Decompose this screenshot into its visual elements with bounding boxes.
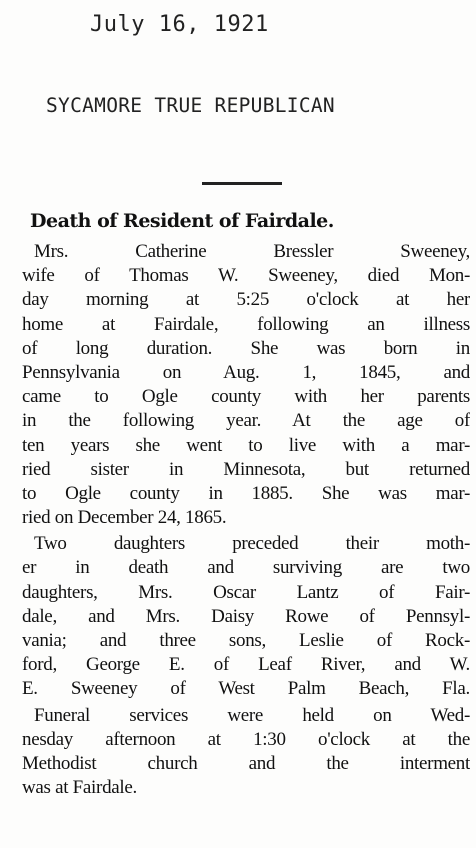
- text-line: Methodist church and the interment: [22, 752, 470, 774]
- text-line: vania; and three sons, Leslie of Rock-: [22, 630, 470, 651]
- separator-rule: [202, 182, 282, 185]
- newspaper-name: SYCAMORE TRUE REPUBLICAN: [46, 94, 335, 117]
- text-line: wife of Thomas W. Sweeney, died Mon-: [22, 265, 470, 287]
- text-line: was at Fairdale.: [22, 777, 137, 799]
- article-paragraph: [22, 704, 470, 801]
- text-line: home at Fairdale, following an illness: [22, 313, 470, 335]
- text-line: came to Ogle county with her parents: [22, 386, 470, 408]
- text-line: to Ogle county in 1885. She was mar-: [22, 482, 470, 504]
- text-line: in the following year. At the age of: [22, 410, 470, 432]
- text-line: Two daughters preceded their moth-: [34, 533, 470, 555]
- text-line: ten years she went to live with a mar-: [22, 434, 470, 456]
- text-line: Pennsylvania on Aug. 1, 1845, and: [22, 361, 470, 383]
- text-line: ried sister in Minnesota, but returned: [22, 458, 470, 480]
- text-line: ford, George E. of Leaf River, and W.: [22, 654, 470, 676]
- text-line: ried on December 24, 1865.: [22, 507, 227, 529]
- text-line: dale, and Mrs. Daisy Rowe of Pennsyl-: [22, 605, 470, 627]
- text-line: Funeral services were held on Wed-: [34, 704, 470, 726]
- text-line: daughters, Mrs. Oscar Lantz of Fair-: [22, 581, 470, 603]
- text-line: of long duration. She was born in: [22, 337, 470, 359]
- text-line: Mrs. Catherine Bressler Sweeney,: [34, 241, 470, 262]
- article-paragraph: [22, 532, 470, 701]
- publication-date: July 16, 1921: [90, 12, 269, 37]
- newspaper-clipping: [22, 200, 470, 800]
- article-paragraph: [22, 240, 470, 530]
- text-line: nesday afternoon at 1:30 o'clock at the: [22, 728, 470, 750]
- text-line: er in death and surviving are two: [22, 557, 470, 579]
- text-line: day morning at 5:25 o'clock at her: [22, 289, 470, 311]
- text-line: E. Sweeney of West Palm Beach, Fla.: [22, 678, 470, 700]
- article-headline: Death of Resident of Fairdale.: [30, 210, 334, 232]
